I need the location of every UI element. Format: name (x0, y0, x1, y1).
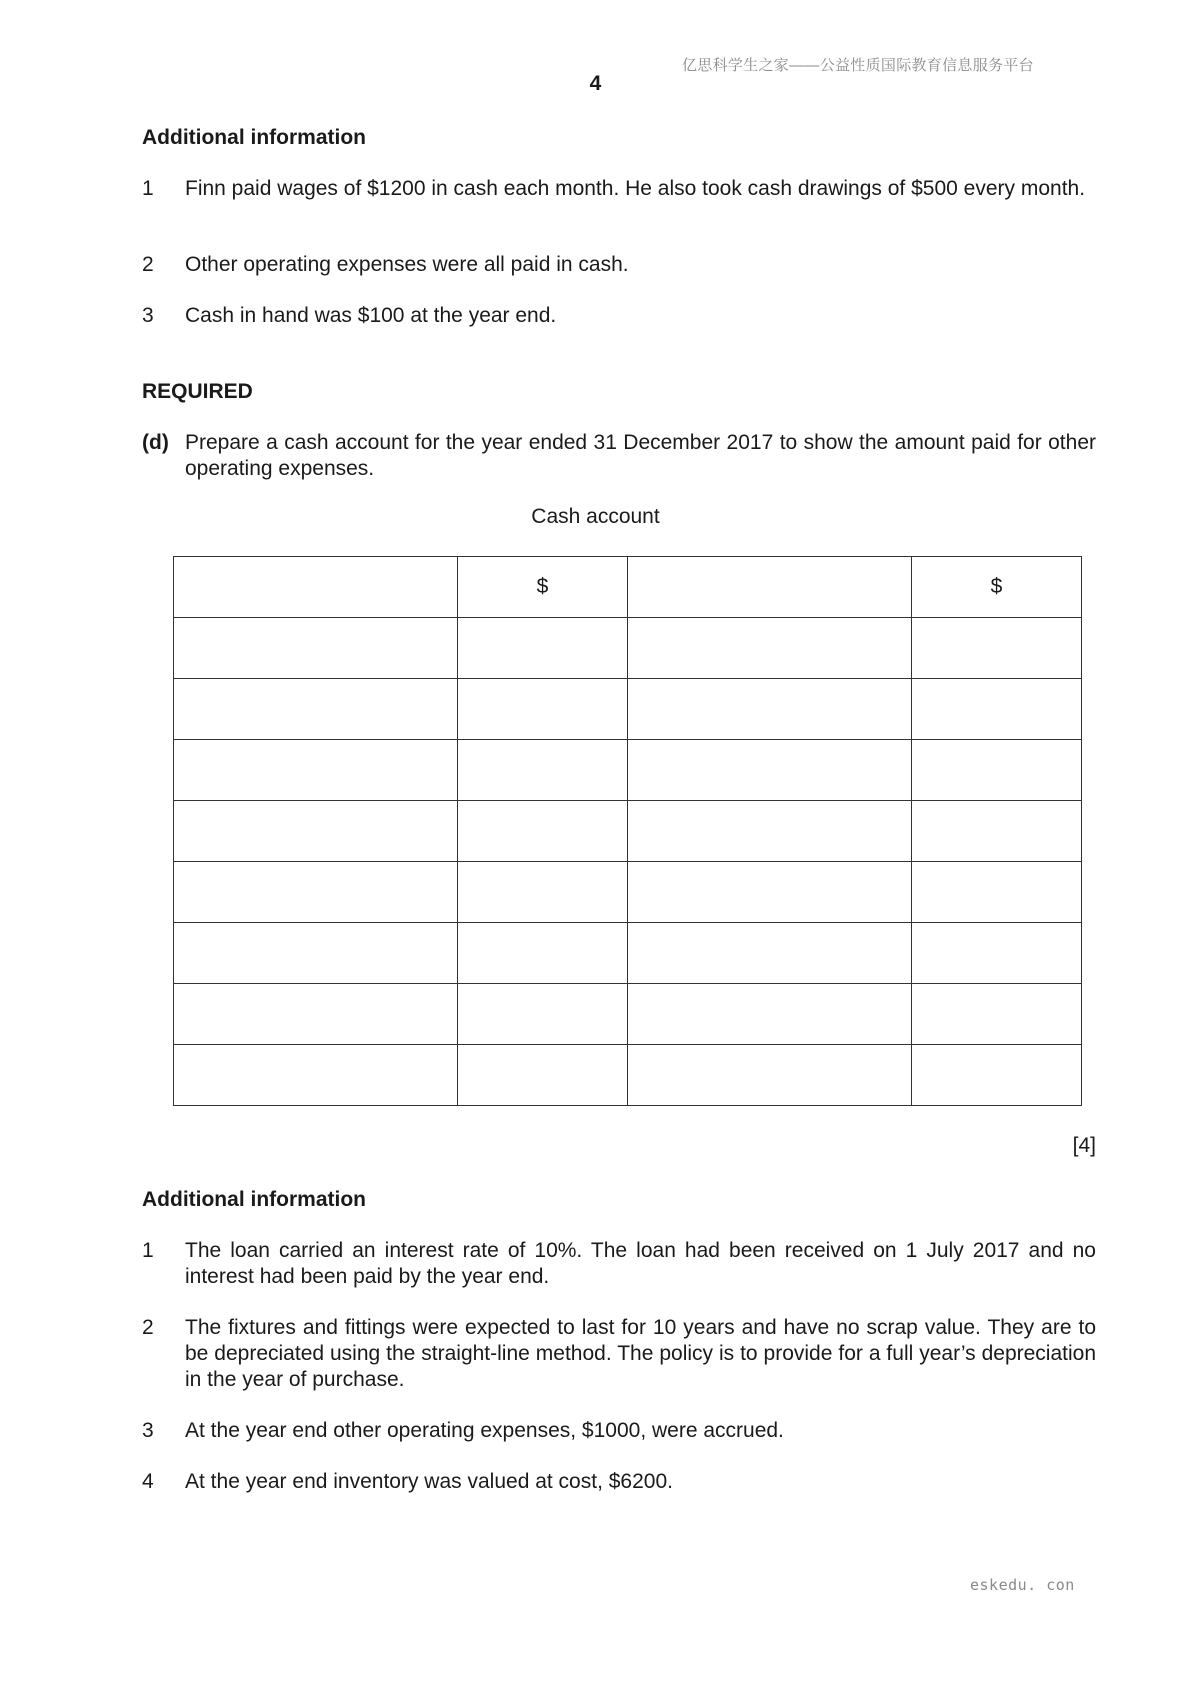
table-cell[interactable] (458, 679, 628, 740)
table-cell[interactable] (458, 984, 628, 1045)
item-number: 3 (142, 1419, 154, 1442)
table-header-row (174, 557, 1082, 618)
table-cell[interactable] (174, 740, 458, 801)
item-number: 4 (142, 1470, 154, 1493)
table-cell[interactable] (912, 923, 1082, 984)
table-cell[interactable] (174, 923, 458, 984)
item-number: 2 (142, 1316, 154, 1339)
item-text: Other operating expenses were all paid in cash. (185, 253, 629, 276)
cash-account-caption: Cash account (531, 505, 660, 528)
table-cell[interactable] (458, 801, 628, 862)
item-number: 1 (142, 1239, 154, 1262)
table-cell-dollar[interactable]: $ (912, 557, 1082, 618)
table-cell[interactable] (458, 923, 628, 984)
table-cell[interactable] (174, 984, 458, 1045)
required-heading: REQUIRED (142, 380, 253, 403)
table-cell[interactable] (174, 618, 458, 679)
table-cell[interactable] (174, 862, 458, 923)
table-cell[interactable] (458, 740, 628, 801)
table-row (174, 801, 1082, 862)
watermark: 亿思科学生之家——公益性质国际教育信息服务平台 (682, 57, 1034, 74)
table-row (174, 740, 1082, 801)
table-cell[interactable] (628, 740, 912, 801)
table-row (174, 923, 1082, 984)
cash-account-table (173, 556, 1082, 1106)
section-heading-additional-info-1: Additional information (142, 126, 366, 149)
table-cell[interactable] (628, 984, 912, 1045)
table-cell[interactable] (628, 679, 912, 740)
table-row (174, 679, 1082, 740)
table-cell[interactable] (628, 1045, 912, 1106)
table-cell[interactable] (174, 679, 458, 740)
item-text: Finn paid wages of $1200 in cash each month. He also took cash drawings of $500 every month. (185, 177, 1086, 200)
table-cell[interactable] (628, 557, 912, 618)
item-text: The fixtures and fittings were expected to last for 10 years and have no scrap value. They are to be depreciated using the straight-line method. The policy is to provide for a full year’s depreciation in the year of purchase. (185, 1316, 1096, 1391)
table-cell[interactable] (912, 984, 1082, 1045)
table-row (174, 618, 1082, 679)
item-text: At the year end inventory was valued at cost, $6200. (185, 1470, 673, 1493)
page-number: 4 (589, 72, 602, 95)
table-row (174, 862, 1082, 923)
item-number: 2 (142, 253, 154, 276)
table-cell-dollar[interactable]: $ (458, 557, 628, 618)
table-cell[interactable] (174, 1045, 458, 1106)
table-cell[interactable] (174, 557, 458, 618)
marks-allocation: [4] (1072, 1134, 1096, 1157)
item-number: 3 (142, 304, 154, 327)
table-cell[interactable] (628, 801, 912, 862)
table-cell[interactable] (458, 1045, 628, 1106)
table-cell[interactable] (912, 618, 1082, 679)
table-row (174, 1045, 1082, 1106)
item-text: Cash in hand was $100 at the year end. (185, 304, 557, 327)
table-cell[interactable] (912, 740, 1082, 801)
section-heading-additional-info-2: Additional information (142, 1188, 366, 1211)
part-text: Prepare a cash account for the year ended 31 December 2017 to show the amount paid for other operating expenses. (185, 431, 1096, 480)
item-text: The loan carried an interest rate of 10%. The loan had been received on 1 July 2017 and no interest had been paid by the year end. (185, 1239, 1096, 1288)
item-number: 1 (142, 177, 154, 200)
table-cell[interactable] (912, 801, 1082, 862)
footer-site: eskedu. con (970, 1576, 1075, 1594)
table-cell[interactable] (912, 1045, 1082, 1106)
part-label: (d) (142, 431, 169, 454)
table-cell[interactable] (458, 618, 628, 679)
table-cell[interactable] (174, 801, 458, 862)
table-cell[interactable] (628, 862, 912, 923)
table-cell[interactable] (912, 862, 1082, 923)
table-row (174, 984, 1082, 1045)
table-cell[interactable] (912, 679, 1082, 740)
table-cell[interactable] (628, 923, 912, 984)
table-cell[interactable] (458, 862, 628, 923)
item-text: At the year end other operating expenses, $1000, were accrued. (185, 1419, 784, 1442)
table-cell[interactable] (628, 618, 912, 679)
